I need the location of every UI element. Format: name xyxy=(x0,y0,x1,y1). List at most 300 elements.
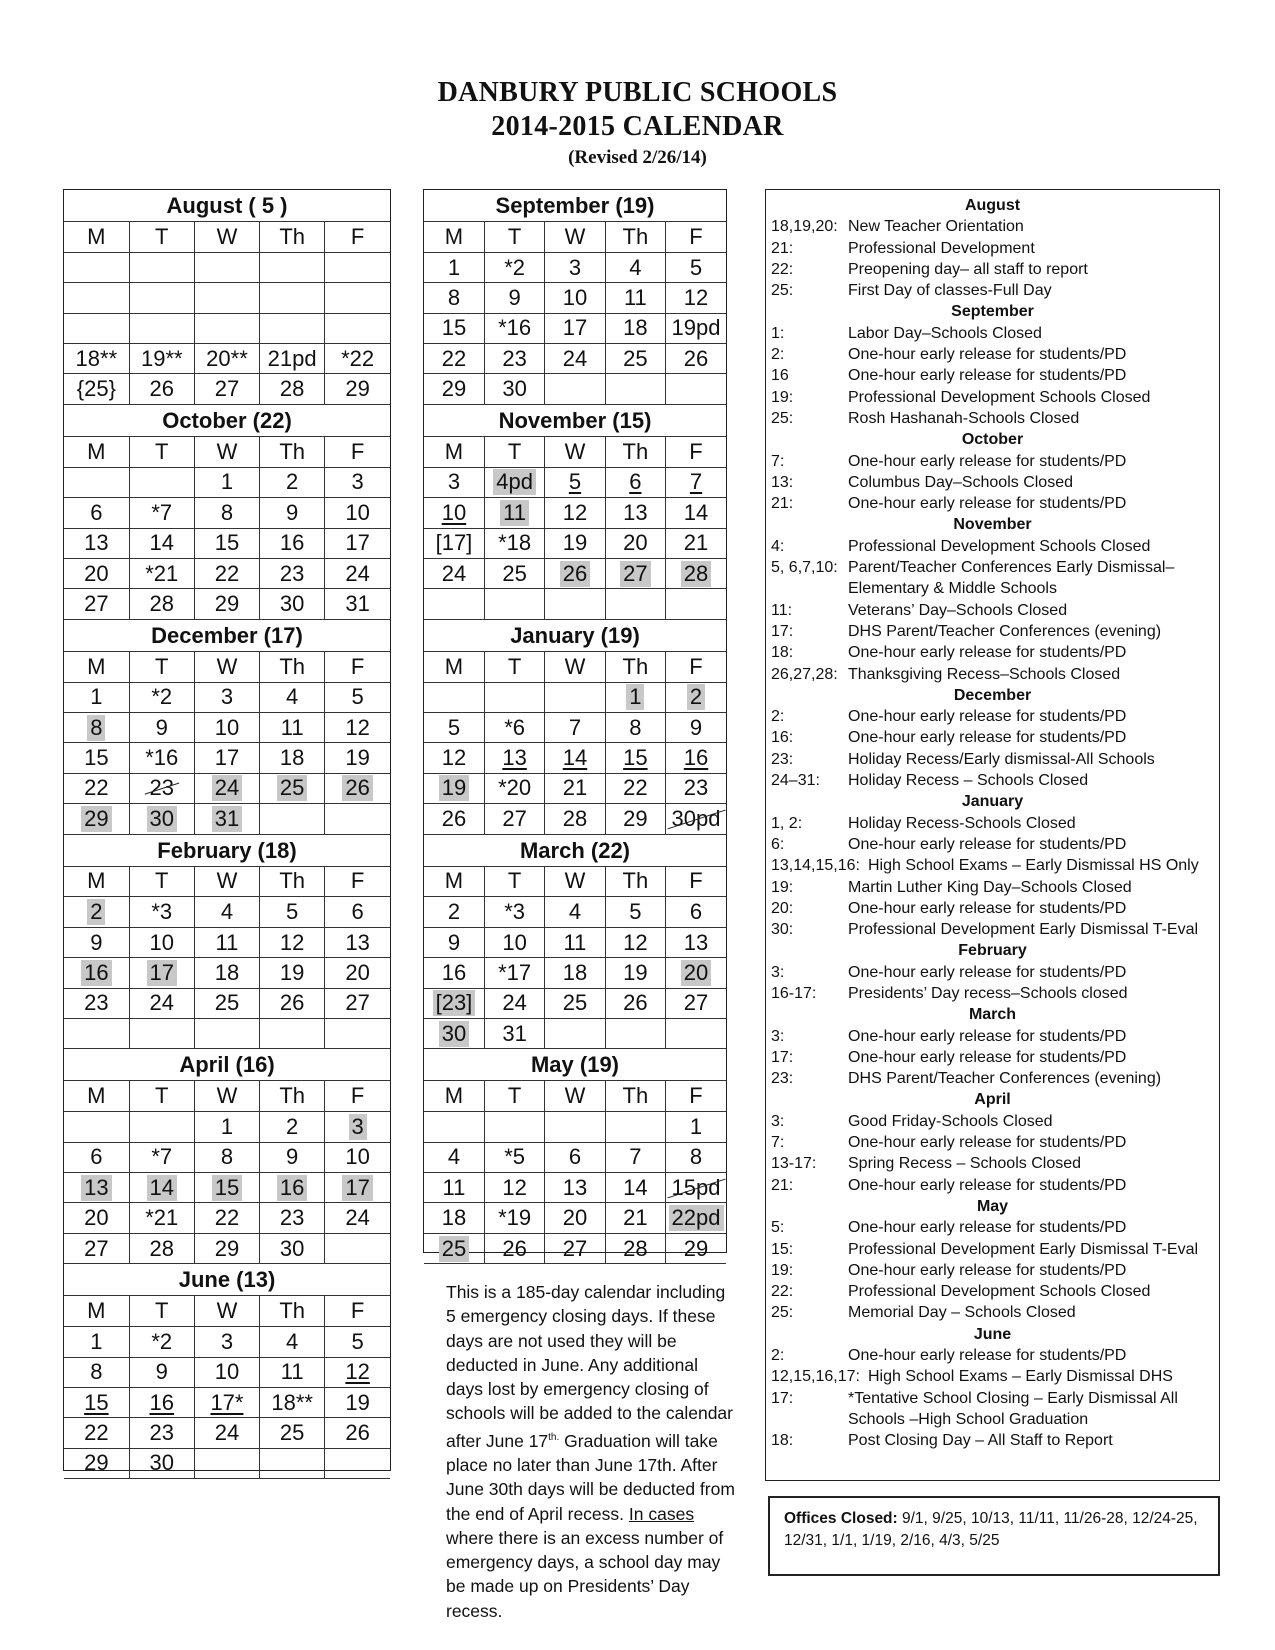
event-description: Professional Development Schools Closed xyxy=(848,388,1151,406)
day-cell xyxy=(484,1018,544,1048)
revised-date: (Revised 2/26/14) xyxy=(568,147,707,168)
day-label: *7 xyxy=(151,499,173,525)
weekday-header: Th xyxy=(260,222,325,252)
day-label: *7 xyxy=(151,1144,173,1170)
day-label: 22pd xyxy=(669,1205,724,1231)
day-cell xyxy=(545,283,605,313)
day-label: 23 xyxy=(84,990,109,1016)
day-cell xyxy=(666,743,726,773)
day-label: *19 xyxy=(498,1205,532,1231)
day-cell xyxy=(545,1173,605,1203)
day-label: 29 xyxy=(345,376,370,402)
weekday-header: Th xyxy=(605,437,665,467)
day-cell xyxy=(64,467,129,497)
day-cell xyxy=(129,344,194,374)
day-cell xyxy=(666,1112,726,1142)
weekday-header: F xyxy=(666,652,726,682)
event-row xyxy=(771,493,1219,514)
week-row xyxy=(64,743,390,773)
week-row xyxy=(64,498,390,528)
day-cell xyxy=(484,252,544,282)
day-label: 19 xyxy=(345,745,370,771)
day-label: 17 xyxy=(562,315,588,341)
day-label: 1 xyxy=(90,1328,103,1354)
event-date: 18,19,20: xyxy=(771,218,838,236)
month-block xyxy=(424,1049,726,1264)
day-label: 22 xyxy=(441,345,467,371)
day-label: 15 xyxy=(441,315,467,341)
day-cell xyxy=(424,682,484,712)
day-label: 3 xyxy=(220,684,234,710)
week-row xyxy=(64,1203,390,1233)
day-label: 18** xyxy=(75,345,118,371)
events-month-heading: November xyxy=(953,516,1032,534)
day-cell xyxy=(484,1233,544,1263)
weekday-header: T xyxy=(484,437,544,467)
week-row xyxy=(424,773,726,803)
day-cell xyxy=(545,313,605,343)
event-description: One-hour early release for students/PD xyxy=(848,1261,1127,1279)
month-title: October (22) xyxy=(64,405,390,437)
day-cell xyxy=(64,1387,129,1417)
day-cell xyxy=(64,344,129,374)
month-title: September (19) xyxy=(424,190,726,222)
day-cell xyxy=(605,1233,665,1263)
day-cell xyxy=(545,682,605,712)
day-cell xyxy=(545,988,605,1018)
day-label: 11 xyxy=(563,929,587,955)
day-cell xyxy=(545,467,605,497)
day-cell xyxy=(325,897,390,927)
day-cell xyxy=(260,897,325,927)
week-row xyxy=(424,1203,726,1233)
day-cell xyxy=(605,682,665,712)
day-cell xyxy=(194,958,259,988)
event-description: Professional Development Schools Closed xyxy=(848,537,1151,555)
day-cell xyxy=(260,467,325,497)
day-label: 23 xyxy=(279,1205,305,1231)
day-label: 10 xyxy=(149,929,175,955)
day-label: 20 xyxy=(84,1205,109,1231)
day-label: 4 xyxy=(568,899,582,925)
week-row xyxy=(64,313,390,343)
day-cell xyxy=(64,773,129,803)
day-cell xyxy=(194,1018,259,1048)
day-cell xyxy=(325,467,390,497)
event-date: 26,27,28: xyxy=(771,665,838,683)
event-description: Professional Development xyxy=(848,239,1035,257)
day-label: 17 xyxy=(214,745,240,771)
event-date: 23: xyxy=(771,1070,794,1088)
weekday-header: Th xyxy=(260,1081,325,1111)
day-cell xyxy=(666,589,726,619)
day-label: 9 xyxy=(90,929,103,955)
event-row xyxy=(771,536,1219,557)
day-label: *2 xyxy=(151,684,173,710)
day-cell xyxy=(484,589,544,619)
day-label: 6 xyxy=(90,499,103,525)
day-label: 11 xyxy=(500,500,529,526)
day-cell xyxy=(484,374,544,404)
day-label: 15 xyxy=(212,1175,242,1201)
month-grid xyxy=(64,1081,390,1264)
day-cell xyxy=(64,313,129,343)
day-label: 5 xyxy=(568,469,582,495)
day-cell xyxy=(325,804,390,834)
day-cell xyxy=(64,682,129,712)
day-label: 27 xyxy=(84,1235,109,1261)
day-cell xyxy=(64,1448,129,1478)
day-cell xyxy=(424,344,484,374)
weekday-header: Th xyxy=(605,652,665,682)
day-label: *21 xyxy=(145,560,179,586)
day-cell xyxy=(666,1233,726,1263)
day-cell xyxy=(129,589,194,619)
day-cell xyxy=(424,589,484,619)
day-cell xyxy=(129,927,194,957)
event-description: Rosh Hashanah-Schools Closed xyxy=(848,409,1080,427)
day-label: 30 xyxy=(502,376,527,402)
day-label: 7 xyxy=(629,1144,642,1170)
day-cell xyxy=(129,313,194,343)
day-cell xyxy=(605,897,665,927)
weekday-header: W xyxy=(545,652,605,682)
day-label: 12 xyxy=(623,929,648,955)
month-block xyxy=(424,405,726,620)
event-description: Memorial Day – Schools Closed xyxy=(848,1304,1076,1322)
event-description: Good Friday-Schools Closed xyxy=(848,1112,1053,1130)
day-cell xyxy=(545,252,605,282)
day-label: *17 xyxy=(498,959,532,985)
day-cell xyxy=(194,1357,259,1387)
month-block xyxy=(424,190,726,405)
event-description: One-hour early release for students/PD xyxy=(848,452,1127,470)
day-label: 8 xyxy=(90,1359,103,1385)
day-cell xyxy=(260,1448,325,1478)
day-label: 17 xyxy=(147,960,177,986)
events-month-heading: January xyxy=(961,793,1024,811)
day-label: [23] xyxy=(433,990,476,1016)
day-label: 19 xyxy=(623,959,648,985)
week-row xyxy=(64,558,390,588)
day-cell xyxy=(260,773,325,803)
month-grid xyxy=(424,222,726,405)
day-label: 13 xyxy=(623,499,648,525)
weekday-header: M xyxy=(424,652,484,682)
weekday-header: F xyxy=(666,437,726,467)
day-label: *18 xyxy=(498,530,532,556)
day-label: 30 xyxy=(279,1235,305,1261)
district-title: DANBURY PUBLIC SCHOOLS xyxy=(437,77,838,108)
day-label: 25 xyxy=(279,1419,305,1445)
day-cell xyxy=(260,743,325,773)
month-grid xyxy=(424,437,726,620)
event-date: 25: xyxy=(771,409,794,427)
day-cell xyxy=(545,927,605,957)
event-row xyxy=(771,1217,1219,1238)
month-title: March (22) xyxy=(424,835,726,867)
event-description: One-hour early release for students/PD xyxy=(848,367,1127,385)
day-cell xyxy=(424,1173,484,1203)
weekday-header: W xyxy=(545,867,605,897)
day-cell xyxy=(484,313,544,343)
day-label: 13 xyxy=(345,929,370,955)
day-cell xyxy=(194,313,259,343)
offices-closed-dates: 9/1, 9/25, 10/13, 11/11, 11/26-28, 12/24-25, 12/31, 1/1, 1/19, 2/16, 4/3, 5/25 xyxy=(784,1510,1198,1549)
event-row xyxy=(771,1132,1219,1153)
day-cell xyxy=(194,682,259,712)
event-description: High School Exams – Early Dismissal DHS xyxy=(867,1368,1173,1386)
weekday-header: M xyxy=(64,437,129,467)
event-row xyxy=(771,855,1219,876)
day-cell xyxy=(605,1142,665,1172)
event-row xyxy=(771,323,1219,344)
day-cell xyxy=(64,1112,129,1142)
day-cell xyxy=(605,1203,665,1233)
day-cell xyxy=(545,589,605,619)
day-cell xyxy=(129,1357,194,1387)
day-label: 5 xyxy=(447,714,461,740)
event-date: 22: xyxy=(771,1283,794,1301)
day-cell xyxy=(129,712,194,742)
day-label: *22 xyxy=(341,345,375,371)
day-cell xyxy=(194,773,259,803)
event-row xyxy=(771,727,1219,748)
day-label: 21 xyxy=(623,1205,648,1231)
event-row xyxy=(771,280,1219,301)
day-label: 3 xyxy=(447,469,461,495)
event-row xyxy=(771,344,1219,365)
week-row xyxy=(64,958,390,988)
day-label: 3 xyxy=(349,1114,367,1140)
event-row xyxy=(771,642,1219,663)
day-cell xyxy=(325,498,390,528)
day-label: 30 xyxy=(279,590,305,616)
day-cell xyxy=(260,1173,325,1203)
event-row xyxy=(771,1111,1219,1132)
event-date: 5, 6,7,10: xyxy=(771,559,838,577)
week-row xyxy=(64,1018,390,1048)
day-cell xyxy=(545,773,605,803)
weekday-header: Th xyxy=(605,867,665,897)
day-label: 26 xyxy=(345,1419,370,1445)
event-row xyxy=(771,1239,1219,1260)
weekday-header: Th xyxy=(260,1296,325,1326)
day-cell xyxy=(260,1418,325,1448)
day-label: 15 xyxy=(84,745,109,771)
event-date: 20: xyxy=(771,899,794,917)
event-description: One-hour early release for students/PD xyxy=(848,835,1127,853)
day-label: 12 xyxy=(345,714,370,740)
event-date: 3: xyxy=(771,1027,785,1045)
day-cell xyxy=(484,1173,544,1203)
week-row xyxy=(424,528,726,558)
day-label: 28 xyxy=(623,1235,648,1261)
day-label: 11 xyxy=(215,929,239,955)
day-cell xyxy=(666,958,726,988)
day-label: 12 xyxy=(683,284,709,310)
day-cell xyxy=(129,1233,194,1263)
day-cell xyxy=(194,283,259,313)
event-date: 7: xyxy=(771,452,785,470)
day-cell xyxy=(325,1387,390,1417)
month-block xyxy=(64,835,390,1050)
day-cell xyxy=(194,1203,259,1233)
day-label: 24 xyxy=(502,990,527,1016)
day-cell xyxy=(64,1327,129,1357)
day-label: 8 xyxy=(447,284,461,310)
day-cell xyxy=(260,313,325,343)
day-cell xyxy=(484,344,544,374)
day-cell xyxy=(325,589,390,619)
day-cell xyxy=(484,558,544,588)
day-cell xyxy=(260,988,325,1018)
day-label: 27 xyxy=(562,1235,588,1261)
day-cell xyxy=(64,252,129,282)
event-date: 16-17: xyxy=(771,984,817,1002)
event-date: 19: xyxy=(771,388,794,406)
day-label: 13 xyxy=(502,745,527,771)
event-row xyxy=(771,1302,1219,1323)
day-label: 18** xyxy=(271,1389,313,1415)
event-description: One-hour early release for students/PD xyxy=(848,1176,1127,1194)
day-cell xyxy=(260,344,325,374)
day-cell xyxy=(325,283,390,313)
event-description: DHS Parent/Teacher Conferences (evening) xyxy=(848,622,1162,640)
day-cell xyxy=(484,682,544,712)
day-cell xyxy=(325,252,390,282)
week-row xyxy=(64,682,390,712)
day-cell xyxy=(325,1327,390,1357)
month-title: April (16) xyxy=(64,1049,390,1081)
day-cell xyxy=(194,1387,259,1417)
day-cell xyxy=(605,743,665,773)
event-row xyxy=(771,664,1219,685)
day-label: 16 xyxy=(81,960,111,986)
week-row xyxy=(424,313,726,343)
event-date: 2: xyxy=(771,708,785,726)
month-block xyxy=(64,1264,390,1479)
day-cell xyxy=(325,1448,390,1478)
day-cell xyxy=(64,528,129,558)
weekday-header: F xyxy=(325,867,390,897)
event-date: 15: xyxy=(771,1240,794,1258)
day-cell xyxy=(194,1418,259,1448)
day-label: 19 xyxy=(562,530,588,556)
day-cell xyxy=(129,1203,194,1233)
week-row xyxy=(64,467,390,497)
day-label: 26 xyxy=(683,345,709,371)
week-row xyxy=(64,1112,390,1142)
day-label: 12 xyxy=(502,1174,527,1200)
day-cell xyxy=(194,252,259,282)
event-date: 25: xyxy=(771,1304,794,1322)
day-cell xyxy=(64,498,129,528)
day-cell xyxy=(194,743,259,773)
event-description: Schools –High School Graduation xyxy=(848,1410,1089,1428)
day-cell xyxy=(129,988,194,1018)
left-calendar-column xyxy=(63,189,391,1476)
day-label: 22 xyxy=(623,775,648,801)
event-row xyxy=(771,1345,1219,1366)
week-row xyxy=(424,558,726,588)
day-label: 27 xyxy=(620,561,650,587)
day-cell xyxy=(194,558,259,588)
day-label: *20 xyxy=(498,775,532,801)
day-cell xyxy=(260,252,325,282)
week-row xyxy=(424,1142,726,1172)
event-date: 17: xyxy=(771,622,794,640)
day-cell xyxy=(605,1018,665,1048)
event-row xyxy=(771,1068,1219,1089)
day-cell xyxy=(64,1173,129,1203)
day-cell xyxy=(666,682,726,712)
day-label: 20 xyxy=(562,1205,588,1231)
weekday-header: T xyxy=(129,222,194,252)
day-cell xyxy=(666,773,726,803)
day-cell xyxy=(64,1418,129,1448)
day-cell xyxy=(545,743,605,773)
day-cell xyxy=(325,927,390,957)
events-month-heading: May xyxy=(976,1197,1009,1215)
day-cell xyxy=(260,1018,325,1048)
day-label: 10 xyxy=(441,499,467,525)
event-row xyxy=(771,1047,1219,1068)
day-label: 1 xyxy=(689,1113,703,1139)
day-cell xyxy=(484,988,544,1018)
day-label: 6 xyxy=(629,469,642,495)
month-grid xyxy=(64,652,390,835)
day-cell xyxy=(64,558,129,588)
day-label: 23 xyxy=(683,775,709,801)
day-label: 29 xyxy=(441,376,467,402)
day-cell xyxy=(260,1203,325,1233)
weekday-header: Th xyxy=(605,1081,665,1111)
day-cell xyxy=(545,344,605,374)
day-label: *5 xyxy=(504,1144,525,1170)
event-row xyxy=(771,621,1219,642)
day-cell xyxy=(325,313,390,343)
events-list xyxy=(765,189,1220,1481)
weekday-header: M xyxy=(64,1296,129,1326)
event-description: Labor Day–Schools Closed xyxy=(848,324,1042,342)
weekday-header: W xyxy=(194,867,259,897)
day-cell xyxy=(260,1142,325,1172)
day-label: 16 xyxy=(277,1175,307,1201)
day-cell xyxy=(424,374,484,404)
day-label: 14 xyxy=(623,1174,648,1200)
day-cell xyxy=(129,1448,194,1478)
day-cell xyxy=(666,1018,726,1048)
day-cell xyxy=(325,1142,390,1172)
day-label: 29 xyxy=(81,806,111,832)
day-label: 4 xyxy=(447,1144,461,1170)
day-cell xyxy=(260,1357,325,1387)
day-cell xyxy=(666,374,726,404)
offices-closed-label: Offices Closed: xyxy=(784,1510,898,1527)
day-cell xyxy=(666,927,726,957)
day-label: 20 xyxy=(345,959,370,985)
day-cell xyxy=(64,283,129,313)
event-row xyxy=(771,600,1219,621)
weekday-header: T xyxy=(129,437,194,467)
calendar-title: 2014-2015 CALENDAR xyxy=(491,111,784,142)
day-cell xyxy=(424,1203,484,1233)
day-cell xyxy=(424,558,484,588)
day-label: 3 xyxy=(220,1328,234,1354)
day-cell xyxy=(194,897,259,927)
month-block xyxy=(64,1049,390,1264)
